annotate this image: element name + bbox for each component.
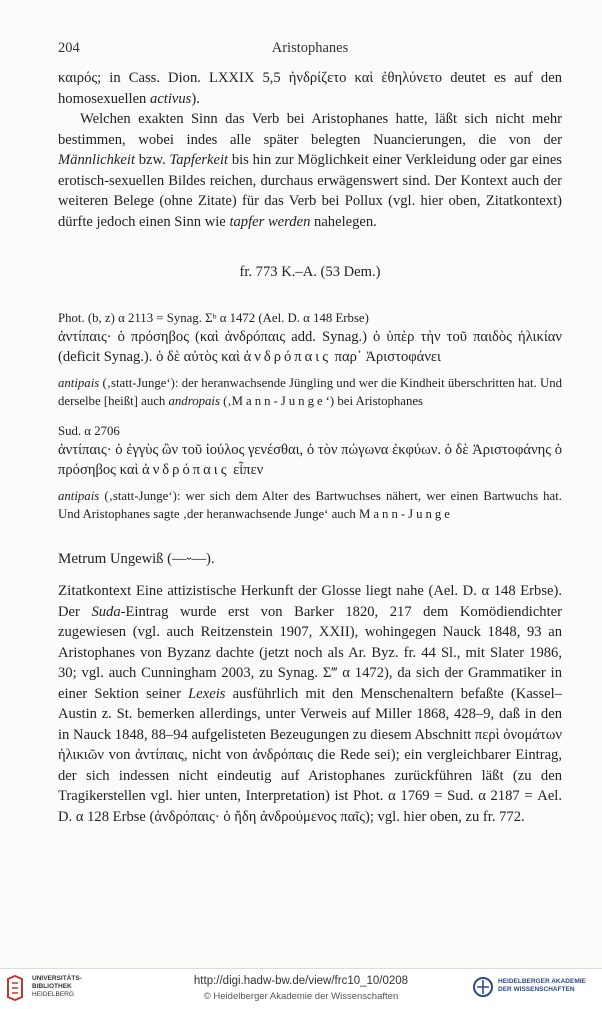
running-header xyxy=(58,40,562,60)
academy-logo-icon xyxy=(472,975,494,999)
greek-1: ἀντίπαις· ὁ πρόσηβος (καὶ ἀνδρόπαις add. Synag.) ὁ ὑπὲρ τὴν τοῦ παιδὸς ἡλικίαν (deficit Synag.). ὁ δὲ αὐτὸς καὶ ἀνδρόπαις παρ᾽ Ἀριστοφάνει xyxy=(58,328,562,365)
metrum-section: Metrum Ungewiß (—⏑—). xyxy=(58,550,215,567)
translation-1: antipais (‚statt-Junge‘): der heranwachsende Jüngling und wer die Kindheit überschritten hat. Und derselbe [heißt] auch andropais (‚Mann-Junge‘) bei Aristophanes xyxy=(58,375,562,408)
source-1: Phot. (b, z) α 2113 = Synag. Σᵇ α 1472 (Ael. D. α 148 Erbse) xyxy=(58,310,369,325)
source-2: Sud. α 2706 xyxy=(58,423,120,438)
greek-2: ἀντίπαις· ὁ ἐγγὺς ὢν τοῦ ἰούλος γενέσθαι, ὁ τὸν πώγωνα ἐκφύων. ὁ δὲ Ἀριστοφάνης ὁ πρόσηβος καὶ ἀνδρόπαις εἶπεν xyxy=(58,441,562,478)
university-library-name: UNIVERSITÄTS- BIBLIOTHEK HEIDELBERG xyxy=(32,975,82,998)
fragment-title: fr. 773 K.–A. (53 Dem.) xyxy=(239,264,381,280)
academy-name: HEIDELBERGER AKADEMIE DER WISSENSCHAFTEN xyxy=(498,978,586,993)
running-title: Aristophanes xyxy=(271,40,349,56)
zitatkontext-section: Zitatkontext Eine attizistische Herkunft der Glosse liegt nahe (Ael. D. α 148 Erbse). Der Suda-Eintrag wurde erst von Barker 1820, 217 dem Komödiendichter zugewiesen (vgl. auch Reitzenstein 1907, XXII), wohingegen Nauck 1848, 93 an Aristophanes von Byzanz dachte (jetzt noch als Ar. Byz. fr. 44 Sl., mit Slater 1986, 30; vgl. auch Cunningham 2003, zu Synag. Σ‴ α 1472), da sich der Grammatiker in einer Sektion seiner Lexeis ausführlich mit den Menschenaltern befaßte (Kassel–Austin z. St. bemerken allerdings, unter Verweis auf Miller 1868, 428–9, daß in den in Nauck 1848, 88–94 aufgelisteten Bezeugungen zu diesem Abschnitt περὶ ὀνομάτων ἡλικιῶν von ἀντίπαις, nicht von ἀνδρόπαις die Rede sei); ein vergleichbarer Eintrag, der sich indessen nicht eindeutig auf Aristophanes zurückführen läßt (zu den Tragikerstellen vgl. hier unten, Interpretation) ist Phot. α 1769 = Sud. α 2187 = Ael. D. α 128 Erbse (ἀνδρόπαις· ὁ ἤδη ἀνδρούμενος παῖς); vgl. hier oben, zu fr. 772. xyxy=(58,583,562,825)
viewer-footer xyxy=(0,968,602,1009)
translation-2: antipais (‚statt-Junge‘): wer sich dem Alter des Bartwuchses nähert, wer einen Bartwuchs hat. Und Aristophanes sagte ‚der heranwachsende Junge‘ auch Mann-Junge xyxy=(58,488,562,521)
permalink-url[interactable]: http://digi.hadw-bw.de/view/frc10_10/0208 xyxy=(193,975,409,987)
page-number: 204 xyxy=(58,40,80,56)
paragraph-1: καιρός; in Cass. Dion. LXXIX 5,5 ἠνδρίζετο καὶ ἐθηλύνετο deutet es auf den homosexuellen activus). xyxy=(58,70,562,107)
metrum-label: Metrum xyxy=(58,550,107,567)
zitatkontext-label: Zitatkontext xyxy=(58,583,132,599)
copyright-notice: © Heidelberger Akademie der Wissenschaften xyxy=(203,991,399,1002)
paragraph-2: Welchen exakten Sinn das Verb bei Aristophanes hatte, läßt sich nicht mehr bestimmen, wobei indes alle später belegten Nuancierungen, die von der Männlichkeit bzw. Tapferkeit bis hin zur Möglichkeit einer Verkleidung oder gar eines erotisch-sexuellen Bildes reichen, durchaus erwägenswert sind. Der Kontext auch der weiteren Belege (ohne Zitate) für das Verb bei Pollux (vgl. hier oben, Zitatkontext) dürfte jedoch einen Sinn wie tapfer werden nahelegen. xyxy=(58,111,562,230)
main-text xyxy=(58,68,562,827)
